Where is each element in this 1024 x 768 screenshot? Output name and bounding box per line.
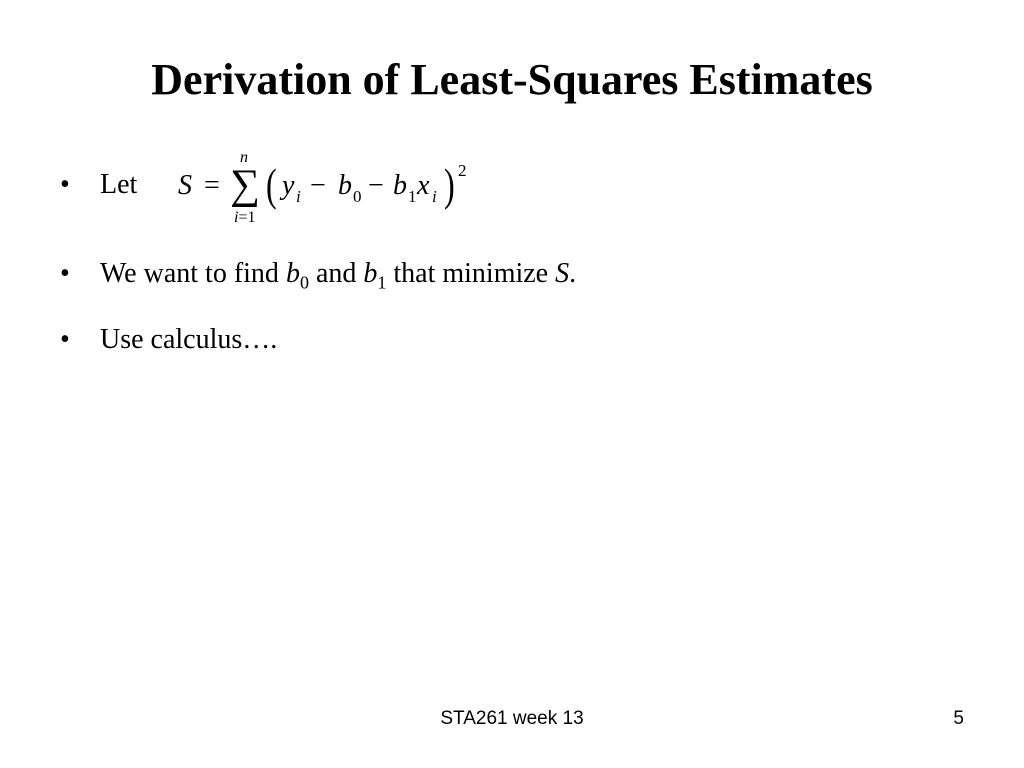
sum-icon: ∑ xyxy=(230,162,260,208)
formula-x: x xyxy=(417,170,430,201)
page-number: 5 xyxy=(953,708,964,729)
formula-power: 2 xyxy=(458,161,467,180)
sum-upper-limit: n xyxy=(240,149,248,166)
slide-title: Derivation of Least-Squares Estimates xyxy=(151,55,873,104)
bullet-icon: • xyxy=(60,169,70,200)
bullet-text: Use calculus…. xyxy=(100,324,278,355)
formula-equals: = xyxy=(204,170,220,201)
text-and: and xyxy=(308,258,364,289)
bullet-text xyxy=(100,257,576,300)
sum-lower-limit: i=1 xyxy=(234,209,256,226)
text-middle: that minimize xyxy=(386,258,556,289)
text-prefix: We want to find xyxy=(100,258,286,289)
sum-of-squares-formula xyxy=(178,140,498,230)
formula-b0: b xyxy=(338,170,352,201)
formula-minus-1: − xyxy=(310,170,326,201)
formula-b1: b xyxy=(393,170,407,201)
formula-b1-subscript: 1 xyxy=(408,187,417,206)
subscript-0: 0 xyxy=(299,272,309,293)
var-b0: b xyxy=(285,258,300,289)
bullet-text: Let xyxy=(100,169,138,200)
var-S: S xyxy=(555,258,570,289)
bullet-icon: • xyxy=(60,258,70,289)
formula-y: y xyxy=(282,170,295,201)
bullet-icon: • xyxy=(60,324,70,355)
open-paren: ( xyxy=(266,159,277,210)
formula-y-subscript: i xyxy=(296,187,301,206)
formula-b0-subscript: 0 xyxy=(353,187,362,206)
close-paren: ) xyxy=(444,159,455,210)
formula-x-subscript: i xyxy=(432,187,437,206)
footer-course-label: STA261 week 13 xyxy=(440,708,584,729)
text-period: . xyxy=(569,258,577,289)
formula-lhs: S xyxy=(178,170,192,201)
formula-minus-2: − xyxy=(368,170,384,201)
subscript-1: 1 xyxy=(377,272,387,293)
var-b1: b xyxy=(363,258,378,289)
